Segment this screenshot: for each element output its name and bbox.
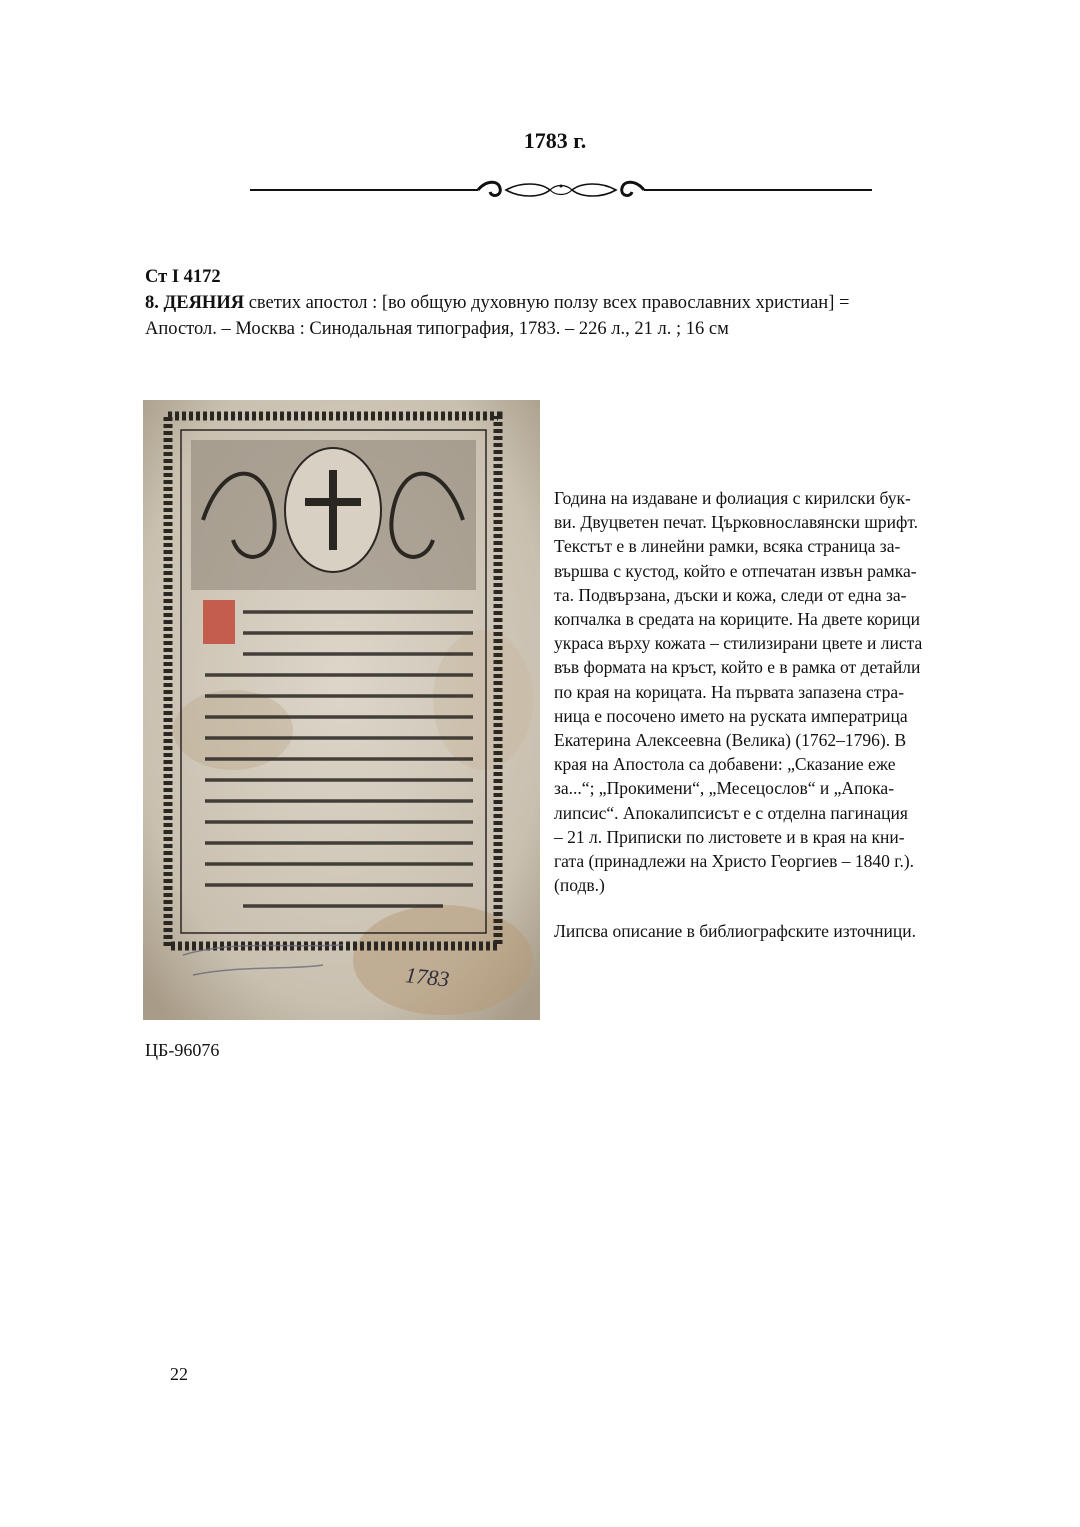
entry-title: ДЕЯНИЯ [163,293,245,313]
citation-line-2: Апостол. – Москва : Синодальная типография, 1783. – 226 л., 21 л. ; 16 см [145,319,729,339]
page-number: 22 [170,1364,188,1384]
inventory-number: Ст I 4172 [145,267,221,287]
catalog-id: ЦБ-96076 [145,1040,220,1060]
handwritten-year: 1783 [404,962,451,992]
page-title: 1783 г. [523,128,587,153]
entry-number: 8. [145,293,159,313]
citation-text-1: светих апостол : [во общую духовную ползу всех православних христиан] = [244,293,850,313]
title-page-photo [143,400,540,1020]
missing-sources-note: Липсва описание в библиографските източници. [554,921,916,941]
citation-line-1 [145,290,975,316]
ornament-divider [250,176,872,204]
bibliographic-entry [145,264,975,342]
description-text: Година на издаване и фолиация с кирилски бук- ви. Двуцветен печат. Църковнославянски шрифт. Текстът е в линейни рамки, всяка страница за- вършва с кустод, който е отпечатан извън рамка- та. Подвързана, дъски и кожа, следи от една за- копчалка в средата на кориците. На двете корици украса върху кожата – стилизирани цвете и листа във формата на кръст, който е в рамка от детайли по края на корицата. На първата запазена стра- ница е посочено името на руската императрица Екатерина Алексеевна (Велика) (1762–1796). В края на Апостола са добавени: „Сказание еже за...“; „Прокимени“, „Месецослов“ и „Апока- липсис“. Апокалипсисът е с отделна пагинация – 21 л. Приписки по листовете и в края на кни- гата (принадлежи на Христо Георгиев – 1840 г.). (подв.) [554,488,923,896]
